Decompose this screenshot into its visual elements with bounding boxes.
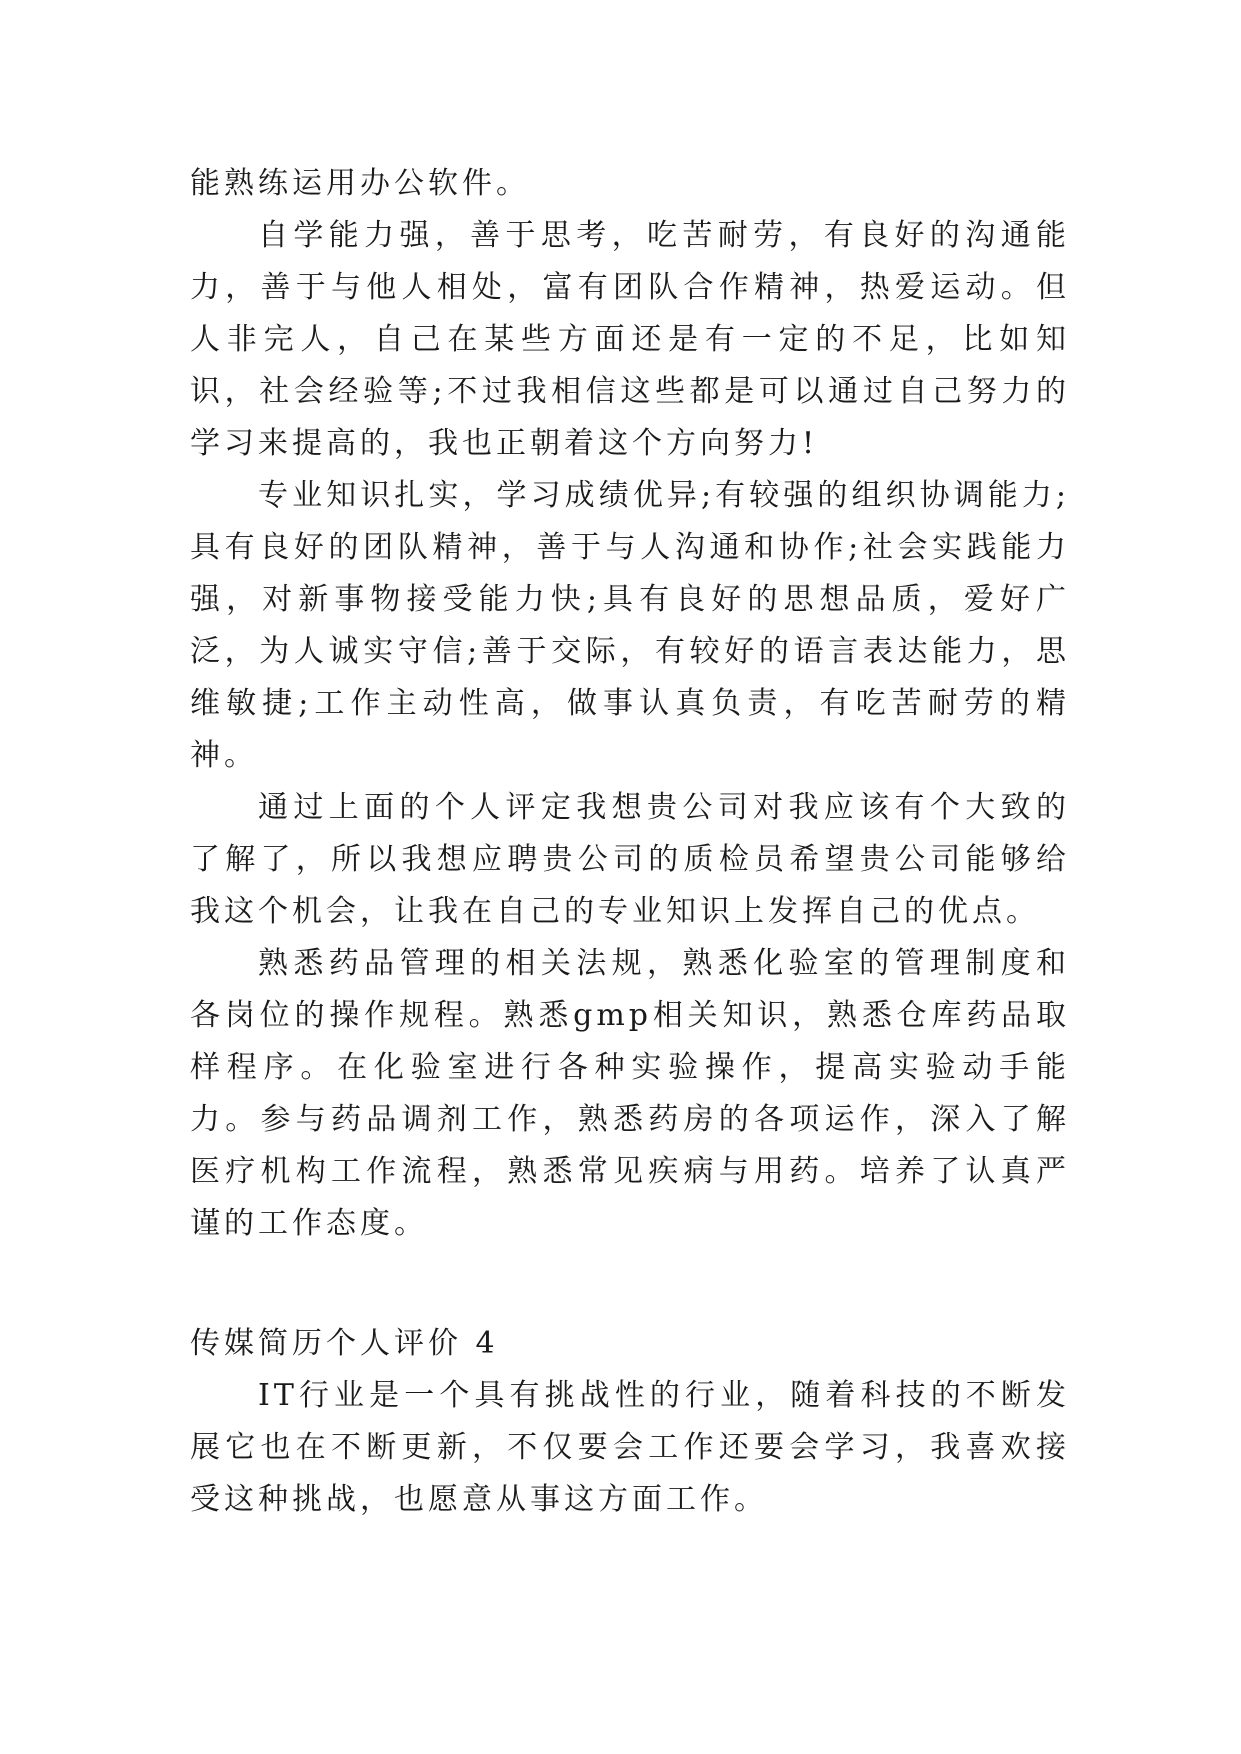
section-heading: 传媒简历个人评价 4 <box>190 1326 499 1361</box>
paragraph-pharmacy-experience: 熟悉药品管理的相关法规，熟悉化验室的管理制度和各岗位的操作规程。熟悉gmp相关知识，熟悉仓库药品取样程序。在化验室进行各种实验操作，提高实验动手能力。参与药品调剂工作，熟悉药房的各项运作，深入了解医疗机构工作流程，熟悉常见疾病与用药。培养了认真严谨的工作态度。 <box>190 946 1070 1241</box>
paragraph-self-learning: 自学能力强，善于思考，吃苦耐劳，有良好的沟通能力，善于与他人相处，富有团队合作精神，热爱运动。但人非完人，自己在某些方面还是有一定的不足，比如知识，社会经验等;不过我相信这些都是可以通过自己努力的学习来提高的，我也正朝着这个方向努力! <box>190 218 1070 461</box>
section-spacer <box>190 1250 1070 1318</box>
paragraph-continuation: 能熟练运用办公软件。 <box>190 166 530 201</box>
document-body <box>190 158 1070 1526</box>
paragraph-application: 通过上面的个人评定我想贵公司对我应该有个大致的了解了，所以我想应聘贵公司的质检员希望贵公司能够给我这个机会，让我在自己的专业知识上发挥自己的优点。 <box>190 790 1070 929</box>
paragraph-it-industry: IT行业是一个具有挑战性的行业，随着科技的不断发展它也在不断更新，不仅要会工作还要会学习，我喜欢接受这种挑战，也愿意从事这方面工作。 <box>190 1378 1070 1517</box>
paragraph-professional-knowledge: 专业知识扎实，学习成绩优异;有较强的组织协调能力;具有良好的团队精神，善于与人沟通和协作;社会实践能力强，对新事物接受能力快;具有良好的思想品质，爱好广泛，为人诚实守信;善于交际，有较好的语言表达能力，思维敏捷;工作主动性高，做事认真负责，有吃苦耐劳的精神。 <box>190 478 1070 773</box>
